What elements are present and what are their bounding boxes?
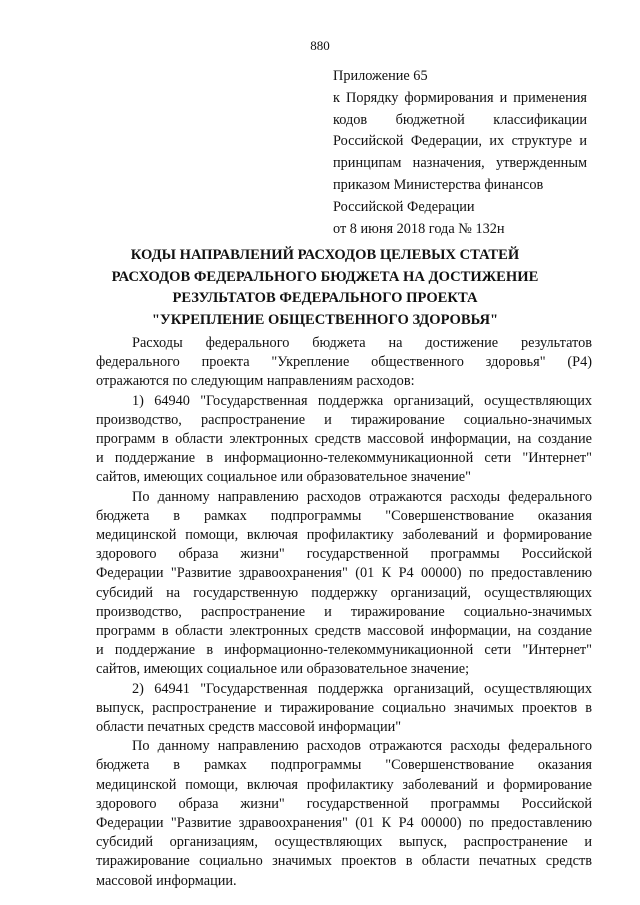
body-line: По данному направлению расходов отражаются расходы федерального: [132, 488, 592, 505]
body-line: и поддержание в информационно-телекоммуникационной сети "Интернет": [96, 450, 592, 467]
body-line: Расходы федерального бюджета на достижение результатов: [132, 335, 592, 351]
body-line: производство, распространение и тиражирование социально-значимых: [96, 603, 592, 620]
body-line: Федерации "Развитие здравоохранения" (01 К Р4 00000) по предоставлению: [96, 815, 592, 832]
appendix-line: от 8 июня 2018 года № 132н: [333, 220, 505, 237]
body-text: [96, 334, 592, 891]
appendix-line: принципам назначения, утвержденным: [333, 155, 587, 172]
body-line: субсидий на государственную поддержку организаций, осуществляющих: [96, 584, 592, 601]
body-line: тиражирование социально значимых проектов в области печатных средств: [96, 853, 592, 870]
body-line: Федерации "Развитие здравоохранения" (01 К Р4 00000) по предоставлению: [96, 565, 592, 582]
body-line: программ в области электронных средств массовой информации, на создание: [96, 623, 592, 640]
body-line: субсидий организациям, осуществляющих выпуск, распространение и: [96, 834, 592, 851]
title-line: КОДЫ НАПРАВЛЕНИЙ РАСХОДОВ ЦЕЛЕВЫХ СТАТЕЙ: [130, 247, 520, 263]
body-line: 2) 64941 "Государственная поддержка организаций, осуществляющих: [132, 680, 592, 697]
body-line: программ в области электронных средств массовой информации, на создание: [96, 431, 592, 448]
appendix-note: [333, 66, 587, 240]
document-title: [60, 245, 590, 331]
body-line: массовой информации.: [96, 872, 237, 889]
title-line: "УКРЕПЛЕНИЕ ОБЩЕСТВЕННОГО ЗДОРОВЬЯ": [151, 311, 499, 328]
body-line: бюджета в рамках подпрограммы "Совершенствование оказания: [96, 757, 592, 774]
appendix-line: к Порядку формирования и применения: [333, 89, 587, 106]
title-line: РАСХОДОВ ФЕДЕРАЛЬНОГО БЮДЖЕТА НА ДОСТИЖЕНИЕ: [111, 268, 539, 285]
body-line: бюджета в рамках подпрограммы "Совершенствование оказания: [96, 507, 592, 524]
appendix-line: приказом Министерства финансов: [333, 176, 544, 193]
body-line: и поддержание в информационно-телекоммуникационной сети "Интернет": [96, 642, 592, 659]
appendix-line: Российской Федерации: [333, 198, 475, 215]
body-line: здорового образа жизни" государственной программы Российской: [96, 795, 592, 812]
body-line: области печатных средств массовой информации": [96, 719, 402, 736]
body-line: сайтов, имеющих социальное или образовательное значение": [96, 469, 471, 486]
body-line: По данному направлению расходов отражаются расходы федерального: [132, 738, 592, 755]
appendix-line: кодов бюджетной классификации: [333, 111, 587, 128]
body-line: производство, распространение и тиражирование социально-значимых: [96, 411, 592, 428]
title-line: РЕЗУЛЬТАТОВ ФЕДЕРАЛЬНОГО ПРОЕКТА: [172, 290, 478, 306]
body-line: 1) 64940 "Государственная поддержка организаций, осуществляющих: [132, 392, 592, 409]
body-line: здорового образа жизни" государственной программы Российской: [96, 546, 592, 563]
body-line: отражаются по следующим направлениям расходов:: [96, 373, 415, 390]
appendix-line: Приложение 65: [333, 68, 428, 84]
body-line: медицинской помощи, включая профилактику заболеваний и формирование: [96, 527, 592, 544]
appendix-line: Российской Федерации, их структуре и: [333, 133, 587, 150]
body-line: медицинской помощи, включая профилактику заболеваний и формирование: [96, 776, 592, 793]
page-number: 880: [310, 38, 330, 53]
body-line: выпуск, распространение и тиражирование социально значимых проектов в: [96, 699, 592, 716]
body-line: федерального проекта "Укрепление общественного здоровья" (Р4): [96, 354, 592, 371]
body-line: сайтов, имеющих социальное или образовательное значение;: [96, 661, 470, 678]
